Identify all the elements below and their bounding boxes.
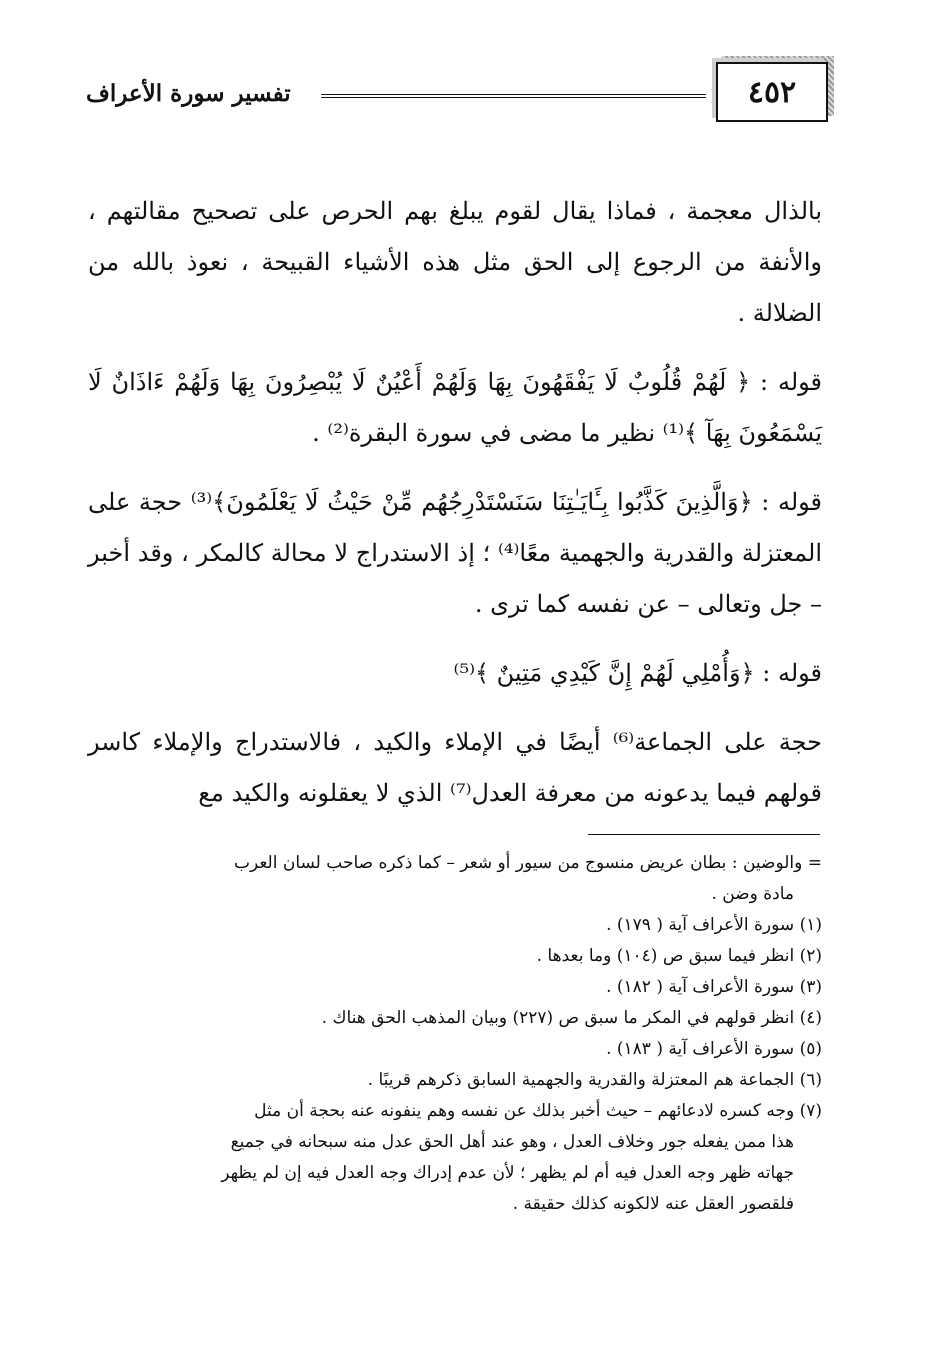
paragraph-2: قوله : ﴿ لَهُمْ قُلُوبٌ لَا يَفْقَهُونَ بِهَا وَلَهُمْ أَعْيُنٌ لَا يُبْصِرُونَ بِهَا وَلَهُمْ ءَاذَانٌ لَا يَسْمَعُونَ بِهَآ ﴾⁽¹⁾ نظير ما مضى في سورة البقرة⁽²⁾ . [88, 368, 822, 447]
paragraph-4: قوله : ﴿وَأُمْلِي لَهُمْ إِنَّ كَيْدِي مَتِينٌ ﴾⁽⁵⁾ [453, 659, 822, 687]
footnote-7-continuation: هذا ممن يفعله جور وخلاف العدل ، وهو عند أهل الحق عدل منه سبحانه في جميع [230, 1132, 794, 1152]
footnotes [86, 848, 822, 1220]
footnote-4: (٤) انظر قولهم في المكر ما سبق ص (٢٢٧) وبيان المذهب الحق هناك . [321, 1008, 822, 1028]
header-rule [321, 94, 706, 98]
paragraph-5: حجة على الجماعة⁽⁶⁾ أيضًا في الإملاء والكيد ، فالاستدراج والإملاء كاسر قولهم فيما يدعونه من معرفة العدل⁽⁷⁾ الذي لا يعقلونه والكيد مع [88, 728, 822, 807]
footnote-continuation-line: = والوضين : بطان عريض منسوج من سيور أو شعر – كما ذكره صاحب لسان العرب [233, 853, 822, 873]
running-title: تفسير سورة الأعراف [86, 80, 291, 107]
main-text [88, 186, 822, 837]
footnote-3: (٣) سورة الأعراف آية ( ١٨٢) . [606, 977, 822, 997]
footnote-1: (١) سورة الأعراف آية ( ١٧٩) . [606, 915, 822, 935]
footnote-2: (٢) انظر فيما سبق ص (١٠٤) وما بعدها . [536, 946, 822, 966]
footnote-continuation-line: مادة وضن . [711, 884, 794, 904]
paragraph-1: بالذال معجمة ، فماذا يقال لقوم يبلغ بهم الحرص على تصحيح مقالتهم ، والأنفة من الرجوع إلى الحق مثل هذه الأشياء القبيحة ، نعوذ بالله من الضلالة . [88, 197, 822, 327]
footnote-7-continuation: جهاته ظهر وجه العدل فيه أم لم يظهر ؛ لأن عدم إدراك وجه العدل فيه إن لم يظهر [221, 1163, 794, 1183]
footnote-5: (٥) سورة الأعراف آية ( ١٨٣) . [606, 1039, 822, 1059]
page-number: ٤٥٢ [716, 62, 828, 122]
footnote-7-continuation: فلقصور العقل عنه لالكونه كذلك حقيقة . [512, 1194, 794, 1214]
paragraph-3: قوله : ﴿وَالَّذِينَ كَذَّبُوا بِـَٔايَـٰتِنَا سَنَسْتَدْرِجُهُم مِّنْ حَيْثُ لَا يَعْلَمُونَ﴾⁽³⁾ حجة على المعتزلة والقدرية والجهمية معًا⁽⁴⁾ ؛ إذ الاستدراج لا محالة كالمكر ، وقد أخبر – جل وتعالى – عن نفسه كما ترى . [88, 488, 823, 618]
footnote-7: (٧) وجه كسره لادعائهم – حيث أخبر بذلك عن نفسه وهم ينفونه عنه بحجة أن مثل [254, 1101, 822, 1121]
page-header [86, 62, 828, 128]
footnote-6: (٦) الجماعة هم المعتزلة والقدرية والجهمية السابق ذكرهم قريبًا . [367, 1070, 822, 1090]
footnote-separator [588, 834, 820, 835]
